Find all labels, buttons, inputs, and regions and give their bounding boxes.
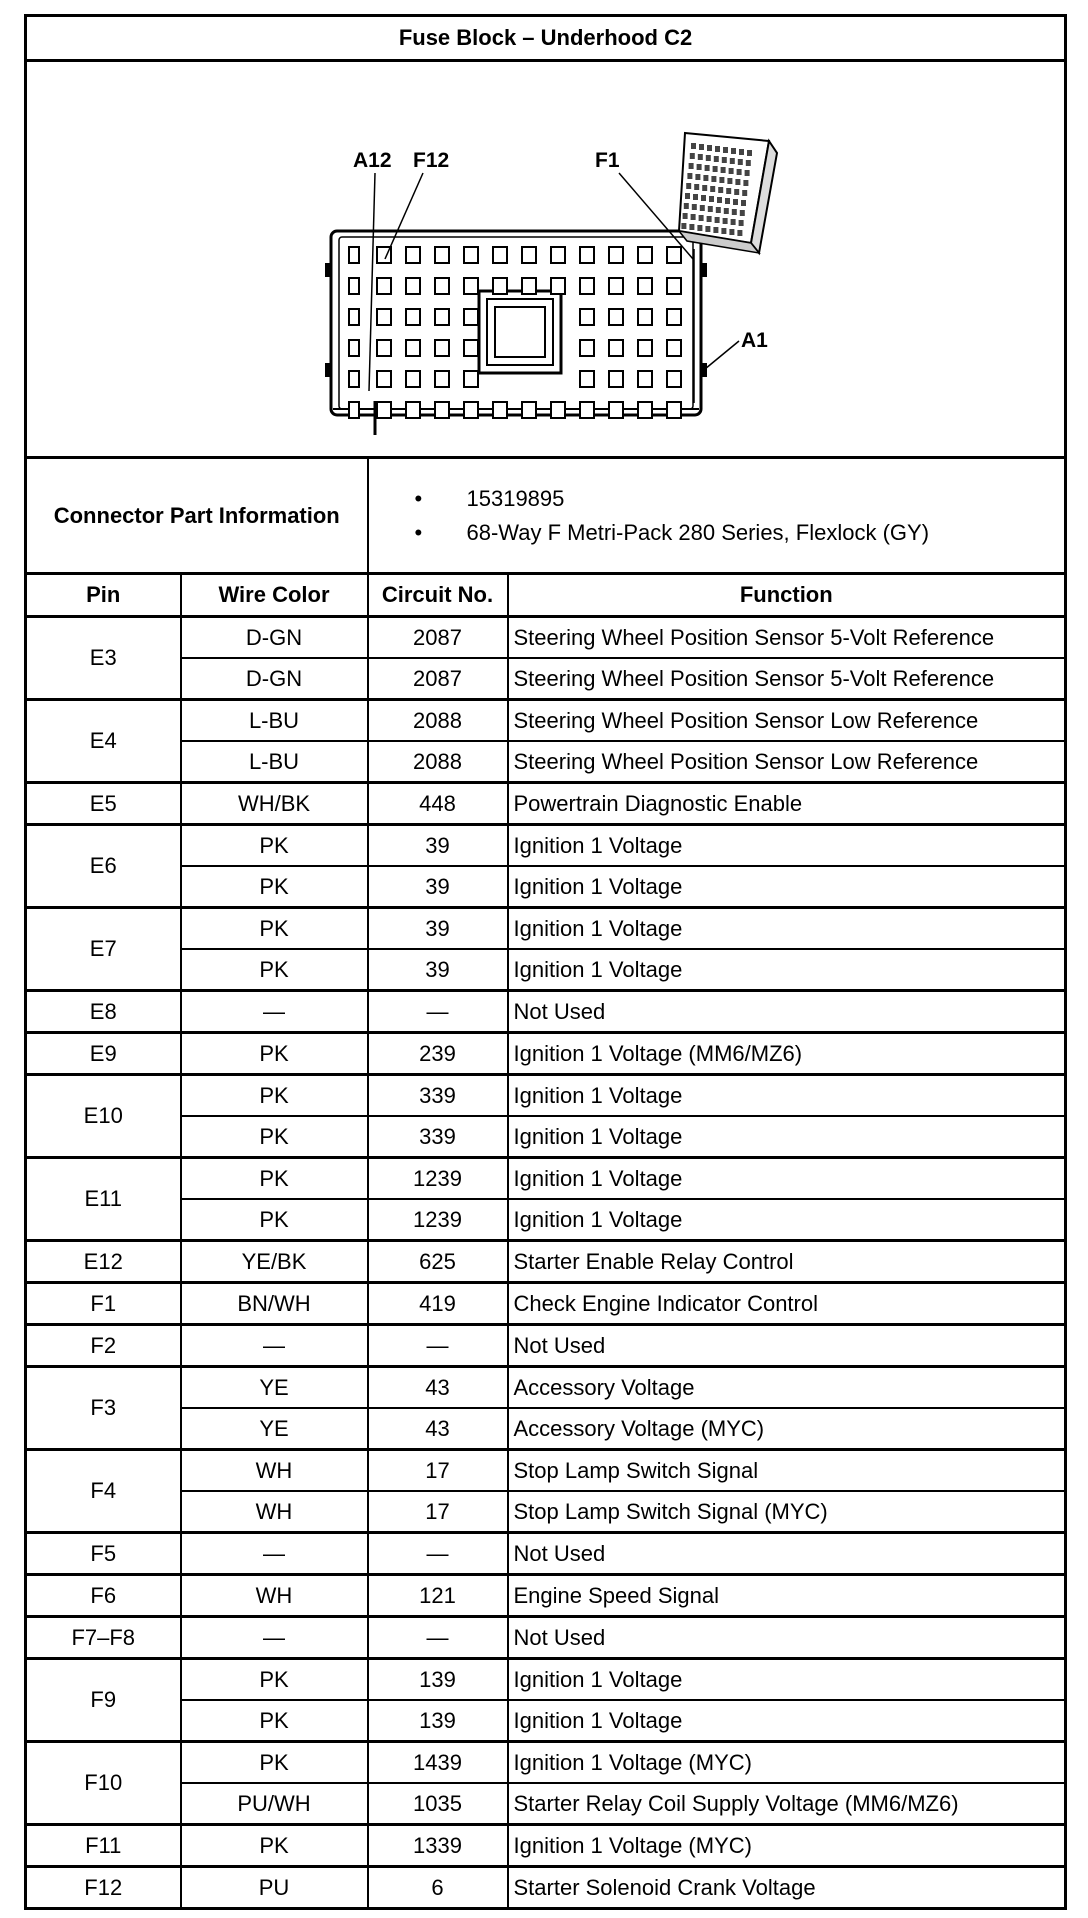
- mini-cavity: [720, 167, 725, 173]
- pin-cavity: [349, 309, 359, 325]
- pin-cavity: [406, 340, 420, 356]
- circuit-cell: 1439: [368, 1742, 508, 1784]
- mini-cavity: [739, 149, 744, 155]
- mini-cavity: [706, 216, 711, 222]
- pin-cavity: [435, 340, 449, 356]
- table-row: [26, 1742, 1066, 1784]
- mini-cavity: [688, 163, 693, 169]
- function-cell: Starter Solenoid Crank Voltage: [508, 1867, 1066, 1909]
- mini-cavity: [704, 165, 709, 171]
- mini-cavity: [703, 175, 708, 181]
- pin-cavity: [638, 340, 652, 356]
- circuit-cell: 39: [368, 825, 508, 867]
- table-row: [26, 658, 1066, 700]
- pin-cavity: [580, 247, 594, 263]
- table-row: [26, 617, 1066, 659]
- pin-cell: F1: [26, 1283, 181, 1325]
- circuit-cell: 339: [368, 1116, 508, 1158]
- wire-color-cell: —: [181, 1325, 368, 1367]
- mini-cavity: [682, 213, 687, 219]
- mini-cavity: [685, 193, 690, 199]
- function-cell: Steering Wheel Position Sensor 5-Volt Reference: [508, 617, 1066, 659]
- pin-cavity: [638, 371, 652, 387]
- circuit-cell: 121: [368, 1575, 508, 1617]
- pin-cavity: [377, 402, 391, 418]
- pin-cavity: [406, 278, 420, 294]
- pin-cavity: [609, 247, 623, 263]
- table-row: [26, 1408, 1066, 1450]
- wire-color-cell: PK: [181, 1742, 368, 1784]
- table-row: [26, 1158, 1066, 1200]
- pin-cavity: [580, 309, 594, 325]
- pin-cavity: [464, 371, 478, 387]
- mini-cavity: [747, 150, 752, 156]
- pin-cavity: [609, 340, 623, 356]
- table-row: [26, 1033, 1066, 1075]
- circuit-cell: 339: [368, 1075, 508, 1117]
- circuit-cell: 1339: [368, 1825, 508, 1867]
- mini-cavity: [711, 176, 716, 182]
- circuit-cell: 2087: [368, 658, 508, 700]
- table-row: [26, 1700, 1066, 1742]
- col-header-wire-color: Wire Color: [181, 574, 368, 617]
- pin-cavity: [349, 402, 359, 418]
- mini-cavity: [735, 179, 740, 185]
- pin-cavity: [580, 340, 594, 356]
- pin-cavity: [435, 402, 449, 418]
- table-row: [26, 1199, 1066, 1241]
- mini-cavity: [743, 180, 748, 186]
- mini-cavity: [705, 226, 710, 232]
- table-row: [26, 1450, 1066, 1492]
- mini-cavity: [727, 178, 732, 184]
- label-a12: A12: [352, 148, 392, 172]
- pin-cavity: [377, 309, 391, 325]
- mini-cavity: [739, 210, 744, 216]
- wire-color-cell: WH: [181, 1575, 368, 1617]
- wire-color-cell: D-GN: [181, 617, 368, 659]
- connector-info: [368, 458, 1066, 574]
- column-header-row: [26, 574, 1066, 617]
- wire-color-cell: YE: [181, 1367, 368, 1409]
- pin-cavity: [464, 309, 478, 325]
- pin-cell: F2: [26, 1325, 181, 1367]
- circuit-cell: 43: [368, 1367, 508, 1409]
- circuit-cell: 239: [368, 1033, 508, 1075]
- circuit-cell: —: [368, 1325, 508, 1367]
- mini-cavity: [721, 228, 726, 234]
- function-cell: Engine Speed Signal: [508, 1575, 1066, 1617]
- table-row: [26, 1491, 1066, 1533]
- pin-cavity: [406, 309, 420, 325]
- circuit-cell: 39: [368, 866, 508, 908]
- pin-cell: F6: [26, 1575, 181, 1617]
- circuit-cell: 139: [368, 1659, 508, 1701]
- pin-cavity: [580, 402, 594, 418]
- mini-cavity: [713, 227, 718, 233]
- circuit-cell: 139: [368, 1700, 508, 1742]
- pin-cavity: [667, 247, 681, 263]
- pin-cavity: [435, 309, 449, 325]
- circuit-cell: 39: [368, 908, 508, 950]
- table-row: [26, 1367, 1066, 1409]
- pin-cell: F7–F8: [26, 1617, 181, 1659]
- wire-color-cell: WH: [181, 1450, 368, 1492]
- circuit-cell: 43: [368, 1408, 508, 1450]
- function-cell: Ignition 1 Voltage (MM6/MZ6): [508, 1033, 1066, 1075]
- mini-cavity: [729, 158, 734, 164]
- mini-cavity: [689, 153, 694, 159]
- connector-description: • 68-Way F Metri-Pack 280 Series, Flexlock (GY): [415, 516, 1065, 550]
- circuit-cell: 419: [368, 1283, 508, 1325]
- pin-cell: F10: [26, 1742, 181, 1825]
- function-cell: Ignition 1 Voltage: [508, 1659, 1066, 1701]
- mini-cavity: [683, 203, 688, 209]
- table-row: [26, 1617, 1066, 1659]
- pin-cavity: [638, 402, 652, 418]
- circuit-cell: —: [368, 1617, 508, 1659]
- circuit-cell: 17: [368, 1450, 508, 1492]
- function-cell: Not Used: [508, 1533, 1066, 1575]
- function-cell: Not Used: [508, 1617, 1066, 1659]
- pin-cavity: [638, 278, 652, 294]
- function-cell: Stop Lamp Switch Signal (MYC): [508, 1491, 1066, 1533]
- function-cell: Ignition 1 Voltage: [508, 1199, 1066, 1241]
- mini-cavity: [698, 215, 703, 221]
- circuit-cell: 17: [368, 1491, 508, 1533]
- mini-cavity: [707, 206, 712, 212]
- wire-color-cell: PK: [181, 908, 368, 950]
- label-f12: F12: [412, 148, 449, 172]
- wire-color-cell: D-GN: [181, 658, 368, 700]
- col-header-circuit: Circuit No.: [368, 574, 508, 617]
- pin-cavity: [406, 247, 420, 263]
- pin-cavity: [464, 340, 478, 356]
- mini-cavity: [687, 173, 692, 179]
- function-cell: Steering Wheel Position Sensor Low Reference: [508, 741, 1066, 783]
- pin-cavity: [464, 402, 478, 418]
- pin-cavity: [349, 340, 359, 356]
- pin-cavity: [493, 402, 507, 418]
- pin-cell: E9: [26, 1033, 181, 1075]
- circuit-cell: 2088: [368, 741, 508, 783]
- pin-cell: E8: [26, 991, 181, 1033]
- pin-cavity: [667, 402, 681, 418]
- part-number: • 15319895: [415, 482, 1065, 516]
- table-row: [26, 1867, 1066, 1909]
- mini-cavity: [705, 155, 710, 161]
- wire-color-cell: —: [181, 991, 368, 1033]
- col-header-function: Function: [508, 574, 1066, 617]
- mini-cavity: [737, 230, 742, 236]
- pin-cavity: [667, 371, 681, 387]
- table-row: [26, 908, 1066, 950]
- pin-cavity: [580, 371, 594, 387]
- mini-cavity: [691, 143, 696, 149]
- pin-cavity: [349, 278, 359, 294]
- mini-cavity: [681, 223, 686, 229]
- function-cell: Starter Relay Coil Supply Voltage (MM6/MZ6): [508, 1783, 1066, 1825]
- table-row: [26, 1575, 1066, 1617]
- mini-cavity: [714, 217, 719, 223]
- wire-color-cell: WH: [181, 1491, 368, 1533]
- mini-cavity: [690, 214, 695, 220]
- label-a1: A1: [740, 328, 768, 352]
- table-row: [26, 783, 1066, 825]
- table-row: [26, 949, 1066, 991]
- pin-cavity: [609, 402, 623, 418]
- function-cell: Stop Lamp Switch Signal: [508, 1450, 1066, 1492]
- connector-diagram: [29, 63, 1063, 451]
- pin-cavity: [349, 247, 359, 263]
- table-row: [26, 1825, 1066, 1867]
- pin-cavity: [667, 309, 681, 325]
- table-row: [26, 825, 1066, 867]
- function-cell: Accessory Voltage: [508, 1367, 1066, 1409]
- mini-cavity: [729, 229, 734, 235]
- wire-color-cell: PU: [181, 1867, 368, 1909]
- mini-cavity: [719, 177, 724, 183]
- pin-cavity: [522, 247, 536, 263]
- function-cell: Steering Wheel Position Sensor Low Reference: [508, 700, 1066, 742]
- label-f1: F1: [594, 148, 620, 172]
- mini-cavity: [707, 145, 712, 151]
- mini-cavity: [741, 200, 746, 206]
- table-row: [26, 1325, 1066, 1367]
- mini-cavity: [686, 183, 691, 189]
- mini-cavity: [710, 186, 715, 192]
- pin-cell: E6: [26, 825, 181, 908]
- pin-cavity: [377, 278, 391, 294]
- circuit-cell: 2087: [368, 617, 508, 659]
- mini-cavity: [712, 166, 717, 172]
- mini-cavity: [689, 224, 694, 230]
- table-row: [26, 1283, 1066, 1325]
- pin-cavity: [435, 278, 449, 294]
- table-title: Fuse Block – Underhood C2: [26, 16, 1066, 61]
- function-cell: Ignition 1 Voltage (MYC): [508, 1742, 1066, 1784]
- pin-cavity: [551, 402, 565, 418]
- pin-cavity: [377, 371, 391, 387]
- function-cell: Ignition 1 Voltage: [508, 1700, 1066, 1742]
- pin-cavity: [406, 402, 420, 418]
- mini-cavity: [744, 170, 749, 176]
- wire-color-cell: —: [181, 1533, 368, 1575]
- function-cell: Ignition 1 Voltage (MYC): [508, 1825, 1066, 1867]
- wire-color-cell: YE: [181, 1408, 368, 1450]
- wire-color-cell: PK: [181, 1158, 368, 1200]
- connector-diagram-cell: [26, 61, 1066, 458]
- table-row: [26, 1533, 1066, 1575]
- function-cell: Steering Wheel Position Sensor 5-Volt Reference: [508, 658, 1066, 700]
- mini-cavity: [733, 199, 738, 205]
- pin-cell: F4: [26, 1450, 181, 1533]
- mini-cavity: [697, 154, 702, 160]
- mini-cavity: [726, 188, 731, 194]
- function-cell: Powertrain Diagnostic Enable: [508, 783, 1066, 825]
- mini-cavity: [734, 189, 739, 195]
- pin-cavity: [609, 309, 623, 325]
- circuit-cell: 448: [368, 783, 508, 825]
- mini-cavity: [699, 205, 704, 211]
- wire-color-cell: —: [181, 1617, 368, 1659]
- mini-cavity: [722, 218, 727, 224]
- wire-color-cell: L-BU: [181, 700, 368, 742]
- pin-cavity: [638, 247, 652, 263]
- wire-color-cell: PK: [181, 1700, 368, 1742]
- circuit-cell: —: [368, 1533, 508, 1575]
- pin-cell: F12: [26, 1867, 181, 1909]
- pin-cavity: [377, 340, 391, 356]
- pin-cavity: [609, 371, 623, 387]
- table-row: [26, 1116, 1066, 1158]
- wire-color-cell: YE/BK: [181, 1241, 368, 1283]
- wire-color-cell: PK: [181, 1659, 368, 1701]
- pin-cell: E4: [26, 700, 181, 783]
- wire-color-cell: PK: [181, 1075, 368, 1117]
- circuit-cell: 625: [368, 1241, 508, 1283]
- connector-info-label: Connector Part Information: [26, 458, 368, 574]
- table-row: [26, 1659, 1066, 1701]
- mini-cavity: [723, 147, 728, 153]
- mini-cavity: [723, 208, 728, 214]
- pin-cell: F11: [26, 1825, 181, 1867]
- function-cell: Check Engine Indicator Control: [508, 1283, 1066, 1325]
- mini-cavity: [728, 168, 733, 174]
- pin-cavity: [522, 278, 536, 294]
- mini-cavity: [697, 225, 702, 231]
- pin-cavity: [464, 247, 478, 263]
- mini-cavity: [695, 174, 700, 180]
- circuit-cell: 2088: [368, 700, 508, 742]
- pin-cell: E10: [26, 1075, 181, 1158]
- table-row: [26, 866, 1066, 908]
- function-cell: Ignition 1 Voltage: [508, 866, 1066, 908]
- circuit-cell: 6: [368, 1867, 508, 1909]
- circuit-cell: 1239: [368, 1158, 508, 1200]
- mini-cavity: [701, 195, 706, 201]
- function-cell: Not Used: [508, 991, 1066, 1033]
- pin-cavity: [435, 247, 449, 263]
- mini-cavity: [721, 157, 726, 163]
- pin-cavity: [464, 278, 478, 294]
- pin-cavity: [551, 247, 565, 263]
- mini-cavity: [693, 194, 698, 200]
- table-row: [26, 700, 1066, 742]
- pin-cavity: [609, 278, 623, 294]
- wire-color-cell: PK: [181, 866, 368, 908]
- pin-cell: F5: [26, 1533, 181, 1575]
- function-cell: Ignition 1 Voltage: [508, 908, 1066, 950]
- mini-cavity: [736, 169, 741, 175]
- mini-cavity: [702, 185, 707, 191]
- mini-cavity: [699, 144, 704, 150]
- mini-cavity: [730, 219, 735, 225]
- mini-cavity: [713, 156, 718, 162]
- col-header-pin: Pin: [26, 574, 181, 617]
- table-row: [26, 1075, 1066, 1117]
- mini-cavity: [709, 196, 714, 202]
- function-cell: Ignition 1 Voltage: [508, 1075, 1066, 1117]
- mini-cavity: [745, 160, 750, 166]
- function-cell: Accessory Voltage (MYC): [508, 1408, 1066, 1450]
- pin-cell: F9: [26, 1659, 181, 1742]
- pin-cavity: [522, 402, 536, 418]
- wire-color-cell: L-BU: [181, 741, 368, 783]
- mini-cavity: [731, 148, 736, 154]
- circuit-cell: 39: [368, 949, 508, 991]
- pin-cell: E12: [26, 1241, 181, 1283]
- function-cell: Starter Enable Relay Control: [508, 1241, 1066, 1283]
- wire-color-cell: PU/WH: [181, 1783, 368, 1825]
- pin-cavity: [406, 371, 420, 387]
- wire-color-cell: BN/WH: [181, 1283, 368, 1325]
- pin-cavity: [667, 340, 681, 356]
- leader-a1: [705, 341, 739, 369]
- pinout-table: [24, 14, 1067, 1910]
- function-cell: Not Used: [508, 1325, 1066, 1367]
- mini-cavity: [717, 197, 722, 203]
- pin-cavity: [551, 278, 565, 294]
- wire-color-cell: PK: [181, 1033, 368, 1075]
- function-cell: Ignition 1 Voltage: [508, 949, 1066, 991]
- wire-color-cell: PK: [181, 1199, 368, 1241]
- pin-cavity: [435, 371, 449, 387]
- wire-color-cell: WH/BK: [181, 783, 368, 825]
- pin-cell: E5: [26, 783, 181, 825]
- pin-cell: E3: [26, 617, 181, 700]
- pin-cavity: [493, 247, 507, 263]
- wire-color-cell: PK: [181, 949, 368, 991]
- pin-cavity: [580, 278, 594, 294]
- wire-color-cell: PK: [181, 825, 368, 867]
- mini-cavity: [694, 184, 699, 190]
- pin-cell: E7: [26, 908, 181, 991]
- pin-cell: F3: [26, 1367, 181, 1450]
- pin-cavity: [638, 309, 652, 325]
- circuit-cell: 1239: [368, 1199, 508, 1241]
- mini-cavity: [696, 164, 701, 170]
- mini-cavity: [725, 198, 730, 204]
- table-row: [26, 1241, 1066, 1283]
- pin-cell: E11: [26, 1158, 181, 1241]
- mini-cavity: [691, 204, 696, 210]
- function-cell: Ignition 1 Voltage: [508, 1158, 1066, 1200]
- mini-cavity: [715, 207, 720, 213]
- mini-cavity: [742, 190, 747, 196]
- wire-color-cell: PK: [181, 1825, 368, 1867]
- mini-cavity: [738, 220, 743, 226]
- wire-color-cell: PK: [181, 1116, 368, 1158]
- mini-cavity: [737, 159, 742, 165]
- table-row: [26, 741, 1066, 783]
- pin-cavity: [349, 371, 359, 387]
- circuit-cell: 1035: [368, 1783, 508, 1825]
- pin-cavity: [667, 278, 681, 294]
- function-cell: Ignition 1 Voltage: [508, 1116, 1066, 1158]
- pin-cavity: [493, 278, 507, 294]
- table-row: [26, 1783, 1066, 1825]
- connector-perspective-icon: [679, 133, 777, 253]
- mini-cavity: [731, 209, 736, 215]
- mini-cavity: [715, 146, 720, 152]
- circuit-cell: —: [368, 991, 508, 1033]
- function-cell: Ignition 1 Voltage: [508, 825, 1066, 867]
- table-row: [26, 991, 1066, 1033]
- mini-cavity: [718, 187, 723, 193]
